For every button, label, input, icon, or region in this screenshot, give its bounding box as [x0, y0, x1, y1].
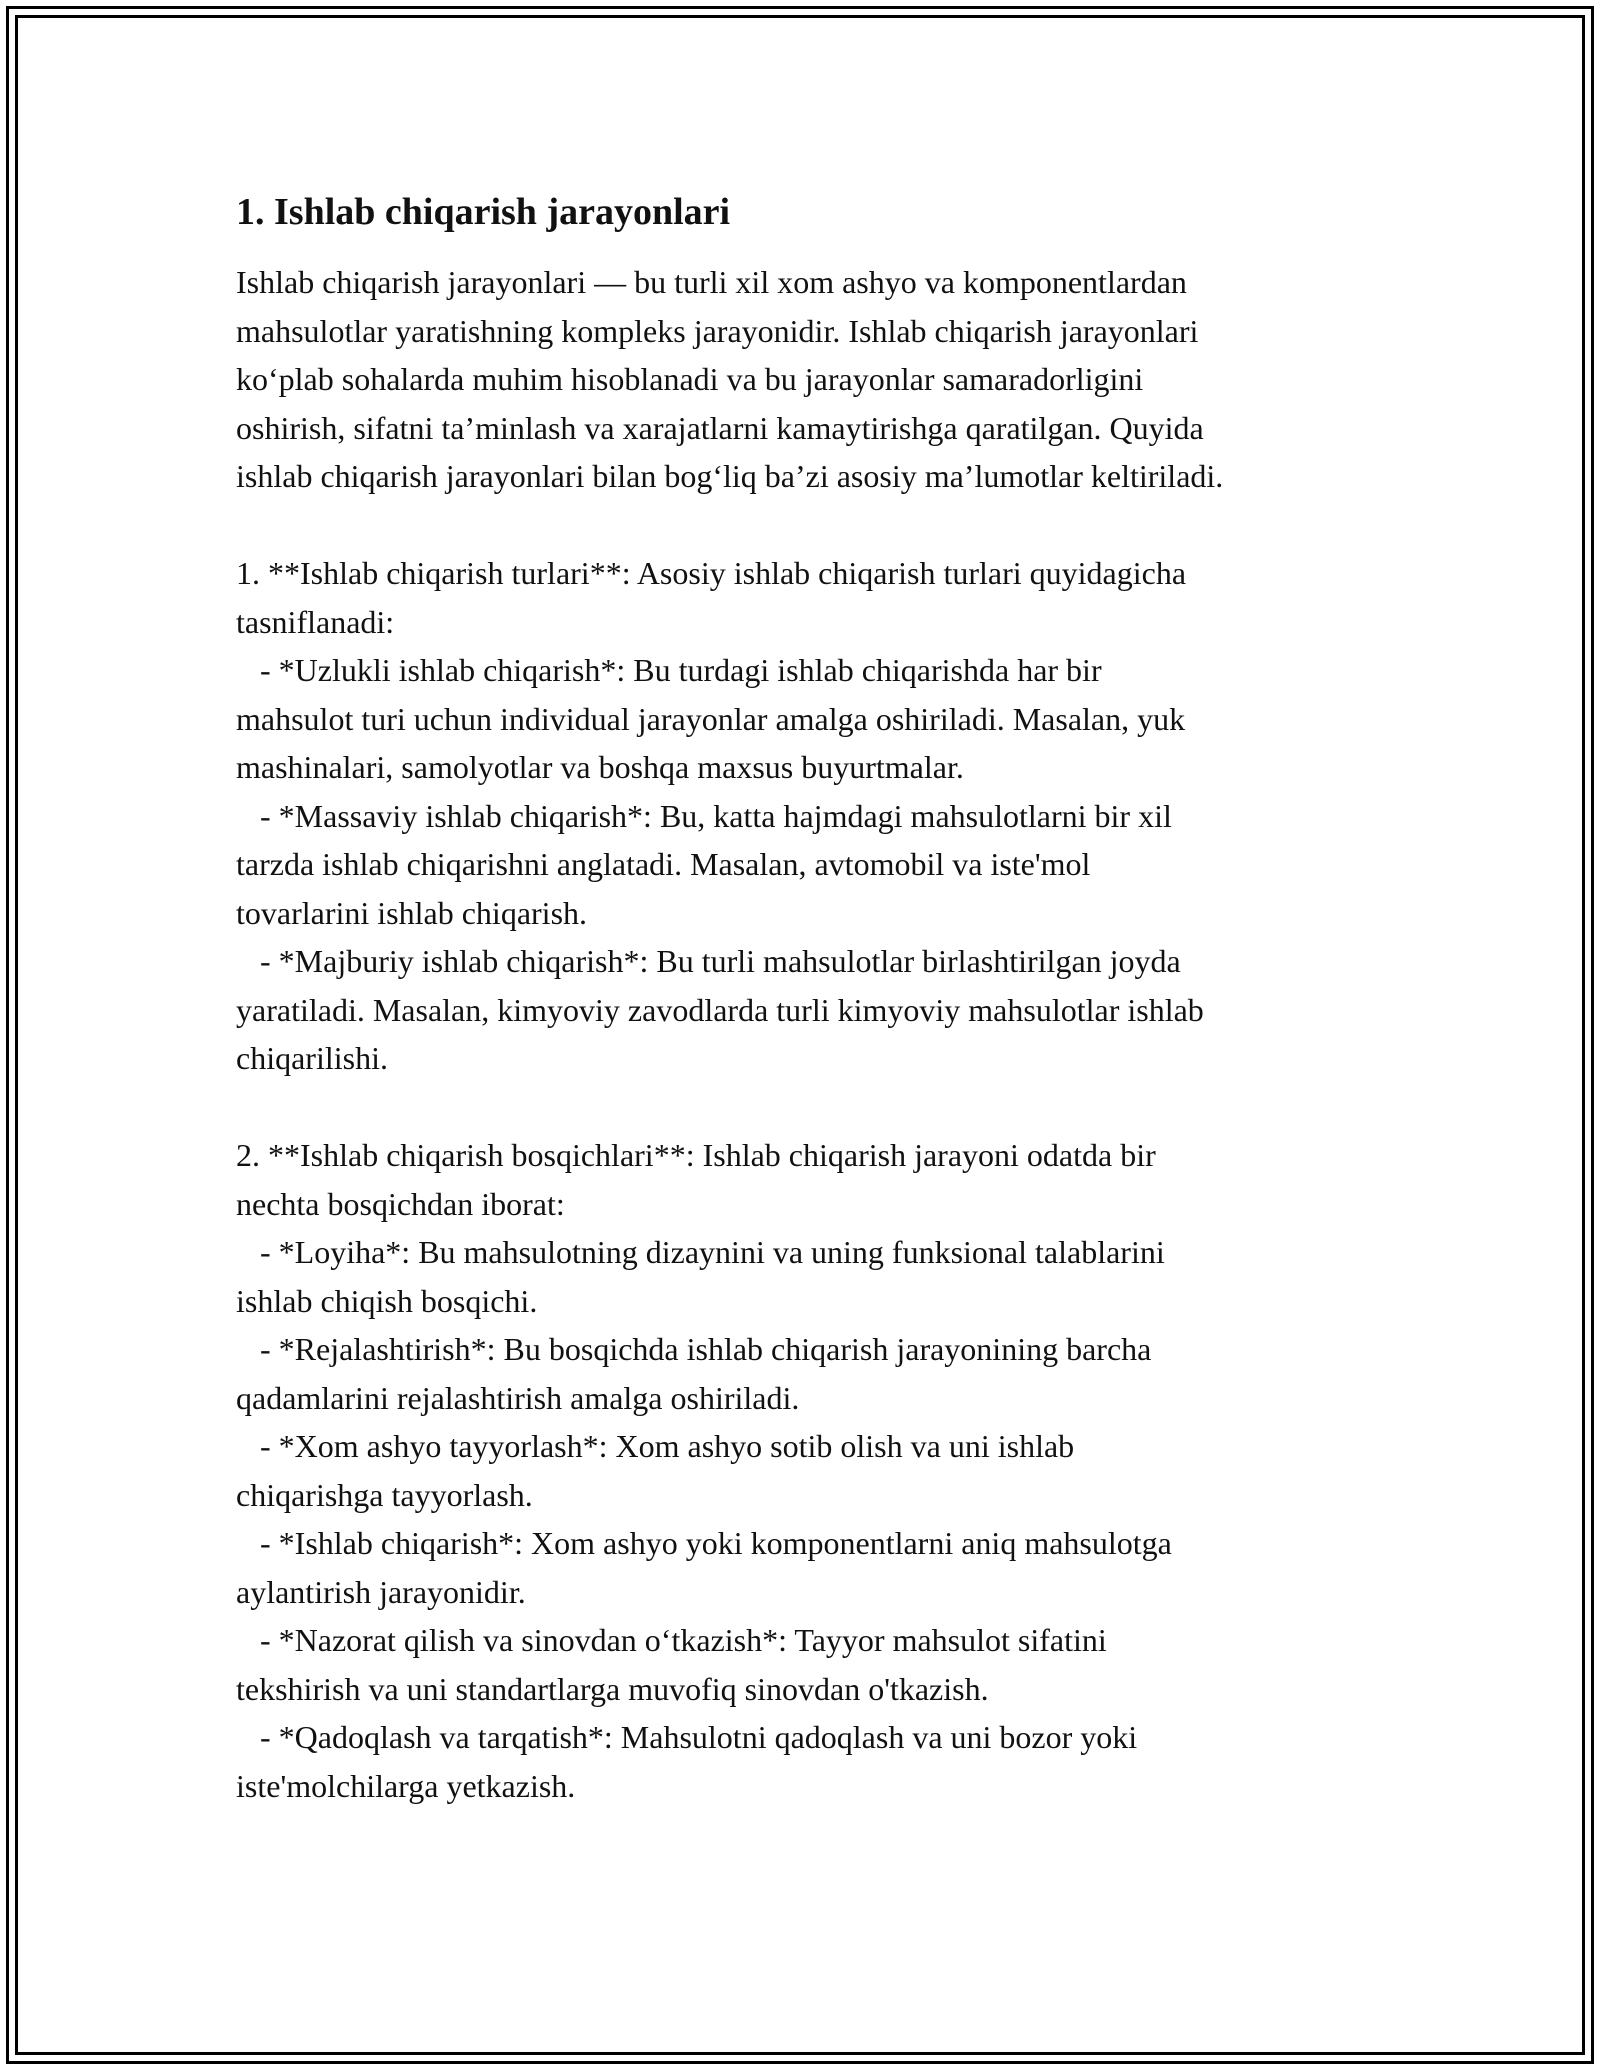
text-line: nechta bosqichdan iborat:	[236, 1185, 565, 1222]
document-title: 1. Ishlab chiqarish jarayonlari	[236, 191, 731, 233]
text-line: iste'molchilarga yetkazish.	[236, 1767, 576, 1804]
text-line: qadamlarini rejalashtirish amalga oshiriladi.	[236, 1379, 800, 1416]
text-line: tekshirish va uni standartlarga muvofiq sinovdan o'tkazish.	[236, 1670, 989, 1707]
text-line: mahsulotlar yaratishning kompleks jarayonidir. Ishlab chiqarish jarayonlari	[236, 312, 1199, 349]
text-line: aylantirish jarayonidir.	[236, 1573, 526, 1610]
text-line: 1. **Ishlab chiqarish turlari**: Asosiy ishlab chiqarish turlari quyidagicha	[236, 555, 1187, 591]
text-line: ko‘plab sohalarda muhim hisoblanadi va bu jarayonlar samaradorligini	[236, 361, 1144, 397]
text-line: - *Qadoqlash va tarqatish*: Mahsulotni qadoqlash va uni bozor yoki	[236, 1719, 1138, 1755]
text-line: chiqarishga tayyorlash.	[236, 1476, 533, 1513]
text-line: tarzda ishlab chiqarishni anglatadi. Masalan, avtomobil va iste'mol	[236, 846, 1091, 882]
text-line: - *Nazorat qilish va sinovdan o‘tkazish*: Tayyor mahsulot sifatini	[236, 1622, 1107, 1658]
text-line: Ishlab chiqarish jarayonlari — bu turli xil xom ashyo va komponentlardan	[236, 264, 1187, 300]
text-line	[236, 501, 1416, 550]
document-content	[236, 184, 1416, 1810]
text-line: 2. **Ishlab chiqarish bosqichlari**: Ishlab chiqarish jarayoni odatda bir	[236, 1137, 1156, 1173]
text-line: - *Uzlukli ishlab chiqarish*: Bu turdagi ishlab chiqarishda har bir	[236, 652, 1102, 688]
text-line: mashinalari, samolyotlar va boshqa maxsus buyurtmalar.	[236, 749, 964, 785]
text-line: - *Massaviy ishlab chiqarish*: Bu, katta hajmdagi mahsulotlarni bir xil	[236, 797, 1172, 834]
text-line: - *Majburiy ishlab chiqarish*: Bu turli mahsulotlar birlashtirilgan joyda	[236, 943, 1181, 979]
text-line: mahsulot turi uchun individual jarayonlar amalga oshiriladi. Masalan, yuk	[236, 700, 1186, 737]
text-line: - *Xom ashyo tayyorlash*: Xom ashyo sotib olish va uni ishlab	[236, 1428, 1075, 1464]
text-line: tasniflanadi:	[236, 603, 395, 640]
text-line: - *Loyiha*: Bu mahsulotning dizaynini va uning funksional talablarini	[236, 1234, 1165, 1270]
text-line	[236, 1083, 1416, 1132]
document-body	[236, 258, 1416, 1810]
text-line: oshirish, sifatni ta’minlash va xarajatlarni kamaytirishga qaratilgan. Quyida	[236, 409, 1204, 446]
text-line: ishlab chiqish bosqichi.	[236, 1282, 538, 1319]
text-line: tovarlarini ishlab chiqarish.	[236, 894, 588, 931]
text-line: - *Ishlab chiqarish*: Xom ashyo yoki komponentlarni aniq mahsulotga	[236, 1525, 1172, 1561]
text-line: chiqarilishi.	[236, 1040, 388, 1076]
text-line: - *Rejalashtirish*: Bu bosqichda ishlab chiqarish jarayonining barcha	[236, 1331, 1152, 1367]
text-line: yaratiladi. Masalan, kimyoviy zavodlarda turli kimyoviy mahsulotlar ishlab	[236, 991, 1204, 1028]
text-line: ishlab chiqarish jarayonlari bilan bog‘liq ba’zi asosiy ma’lumotlar keltiriladi.	[236, 458, 1224, 494]
